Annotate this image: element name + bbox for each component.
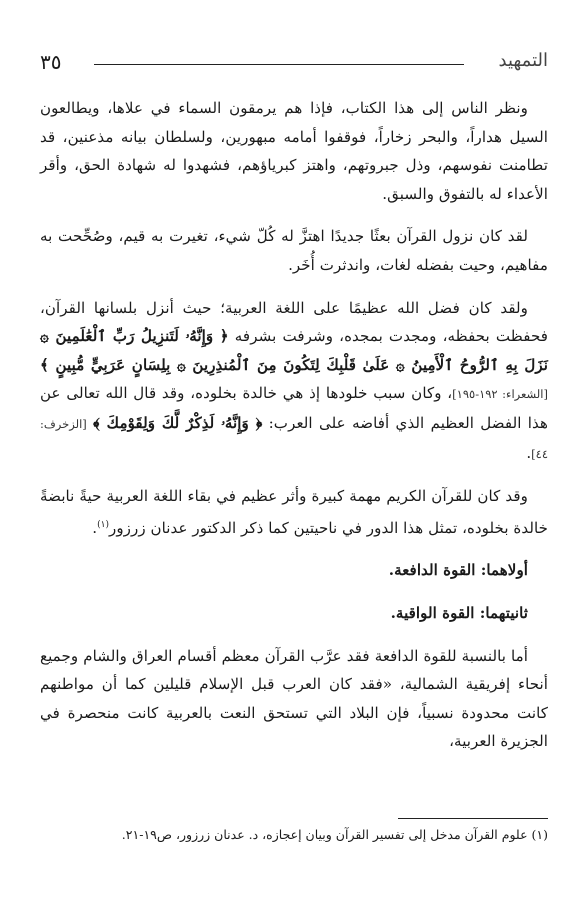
paragraph: أما بالنسبة للقوة الدافعة فقد عرَّب القرآن معظم أقسام العراق والشام وجميع أنحاء إفريقية الشمالية، «فقد كان العرب قبل الإسلام قليلين كما أن مواطنهم كانت محدودة نسبياً، فإن البلاد التي تستحق النعت بالعربية كانت منحصرة في الجزيرة العربية، (40, 646, 548, 751)
paragraph (40, 482, 548, 542)
header-rule (94, 64, 464, 65)
verse-reference: [الزخرف: ٤٤] (40, 416, 548, 461)
main-text (40, 94, 548, 770)
paragraph (40, 294, 548, 469)
subheading-second: ثانيتهما: القوة الواقية. (390, 603, 528, 622)
paragraph-end: . (526, 443, 532, 462)
page-header (40, 44, 548, 74)
paragraph-text: وقد كان للقرآن الكريم مهمة كبيرة وأثر عظيم في بقاء اللغة العربية حيةً نابضةً خالدة بخلوده، تمثل هذا الدور في ناحيتين كما ذكر الدكتور عدنان زرزور (40, 487, 548, 537)
paragraph: ونظر الناس إلى هذا الكتاب، فإذا هم يرمقون السماء في علاها، ويطالعون السيل هداراً، والبحر زخاراً، فوقفوا أمامه مبهورين، ولسلطان بيانه مذعنين، قد تطامنت نفوسهم، وذل جبروتهم، واهتز كبرياؤهم، فشهدوا له شهادة الحق، وأقر الأعداء له بالتفوق والسبق. (40, 99, 548, 203)
paragraph: لقد كان نزول القرآن بعثًا جديدًا اهتزَّ له كُلّ شيء، تغيرت به قيم، وصُحِّحت به مفاهيم، وحيت بفضله لغات، واندثرت أُخَر. (40, 227, 548, 274)
footnote-marker: (١) (97, 519, 109, 530)
page-number: ٣٥ (40, 50, 62, 74)
paragraph-text: ، وكان سبب خلودها إذ هي خالدة بخلوده، وقد قال الله تعالى عن هذا الفضل العظيم الذي أفاضه على العرب: (40, 384, 548, 432)
footnote-rule (398, 818, 548, 819)
paragraph-text: ولقد كان فضل الله عظيمًا على اللغة العربية؛ حيث أنزل بلسانها القرآن، فحفظت بحفظه، ومجدت بمجده، وشرفت بشرفه (40, 298, 549, 346)
verse-reference: [الشعراء: ١٩٢-١٩٥] (452, 387, 548, 402)
quran-verse: ﴿ وَإِنَّهُۥ لَتَنزِيلُ رَبِّ ٱلْعَٰلَمِينَ ۞ نَزَلَ بِهِ ٱلرُّوحُ ٱلْأَمِينُ ۞ عَلَىٰ قَلْبِكَ لِتَكُونَ مِنَ ٱلْمُنذِرِينَ ۞ بِلِسَانٍ عَرَبِيٍّ مُّبِينٍ ﴾ (40, 327, 548, 374)
chapter-title: التمهيد (498, 50, 548, 71)
subheading-first: أولاهما: القوة الدافعة. (388, 561, 528, 580)
paragraph-end: . (92, 518, 98, 537)
footnote: (١) علوم القرآن مدخل إلى تفسير القرآن وبيان إعجازه، د. عدنان زرزور، ص١٩-٢١. (121, 827, 548, 842)
quran-verse: ﴿ وَإِنَّهُۥ لَذِكْرٌ لَّكَ وَلِقَوْمِكَ ﴾ (93, 413, 263, 432)
